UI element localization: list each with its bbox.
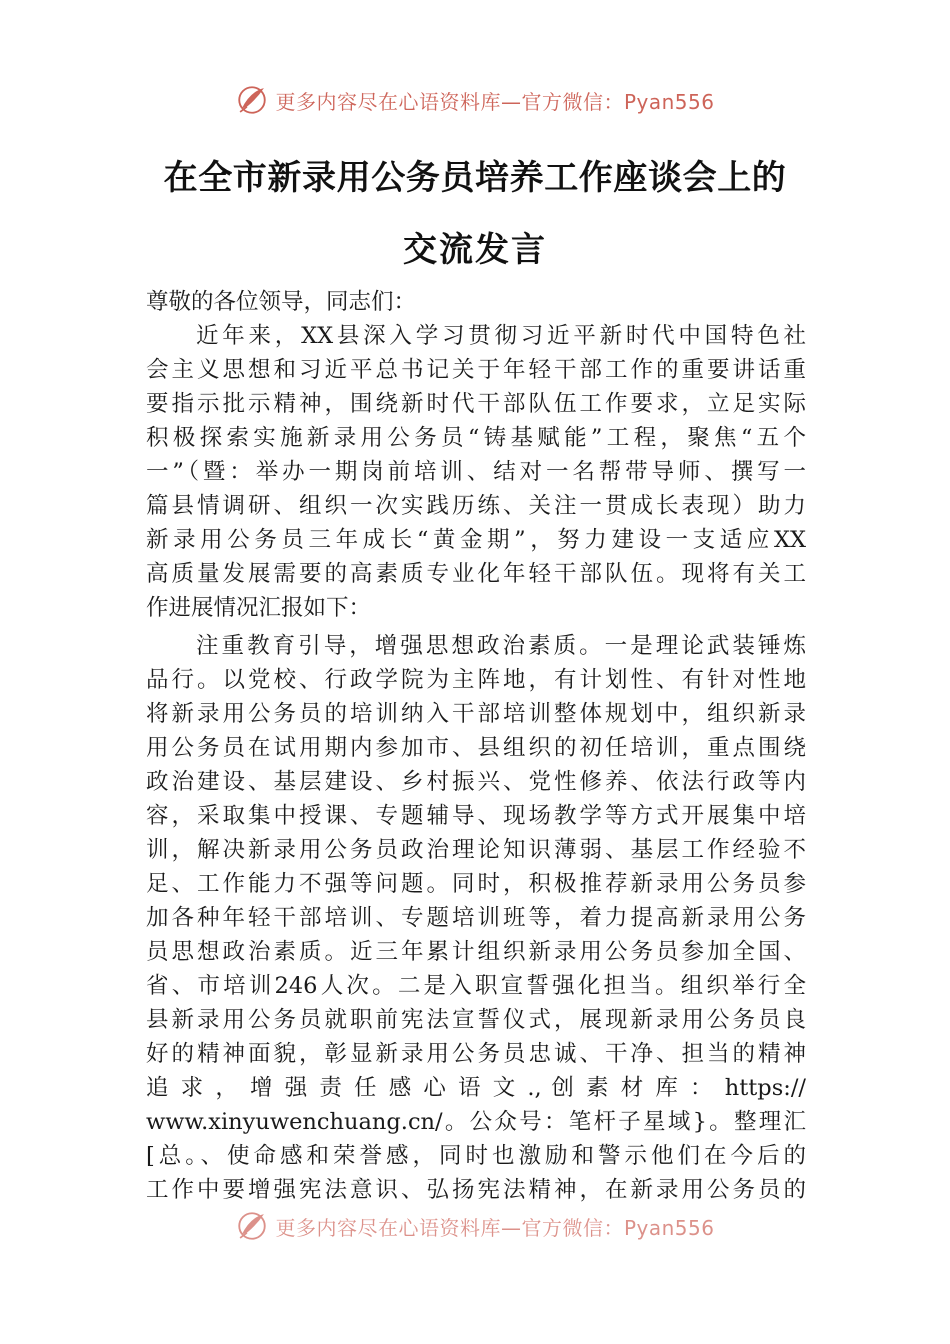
body-line: 近年来，XX县深入学习贯彻习近平新时代中国特色社 bbox=[196, 323, 806, 349]
body-line: 训，解决新录用公务员政治理论知识薄弱、基层工作经验不 bbox=[146, 837, 806, 863]
body-line: 篇县情调研、组织一次实践历练、关注一贯成长表现）助力 bbox=[146, 493, 806, 519]
pen-logo-icon bbox=[235, 1209, 269, 1243]
body-line: 员思想政治素质。近三年累计组织新录用公务员参加全国、 bbox=[146, 939, 806, 965]
header-watermark bbox=[0, 80, 950, 120]
body-line: 县新录用公务员就职前宪法宣誓仪式，展现新录用公务员良 bbox=[146, 1007, 806, 1033]
body-line: 作进展情况汇报如下： bbox=[146, 595, 372, 621]
body-line: 要指示批示精神，围绕新时代干部队伍工作要求，立足实际 bbox=[146, 391, 806, 417]
page-title-line-2: 交流发言 bbox=[403, 230, 547, 270]
page-title-line-1: 在全市新录用公务员培养工作座谈会上的 bbox=[163, 158, 787, 198]
body-line: [总。、使命感和荣誉感，同时也激励和警示他们在今后的 bbox=[146, 1143, 806, 1169]
pen-logo-icon bbox=[235, 83, 269, 117]
body-line: 高质量发展需要的高素质专业化年轻干部队伍。现将有关工 bbox=[146, 561, 806, 587]
body-line: 新录用公务员三年成长“黄金期”，努力建设一支适应XX bbox=[146, 527, 806, 553]
body-line: 用公务员在试用期内参加市、县组织的初任培训，重点围绕 bbox=[146, 735, 806, 761]
body-line: 政治建设、基层建设、乡村振兴、党性修养、依法行政等内 bbox=[146, 769, 806, 795]
body-line: 容，采取集中授课、专题辅导、现场教学等方式开展集中培 bbox=[146, 803, 806, 829]
body-line: 注重教育引导，增强思想政治素质。一是理论武装锤炼 bbox=[196, 633, 806, 659]
body-line: 足、工作能力不强等问题。同时，积极推荐新录用公务员参 bbox=[146, 871, 806, 897]
body-line: 追 求 ， 增 强 责 任 感 心 语 文 ., 创 素 材 库 ： https:// bbox=[146, 1075, 806, 1101]
body-line: 好的精神面貌，彰显新录用公务员忠诚、干净、担当的精神 bbox=[146, 1041, 806, 1067]
body-line: www.xinyuwenchuang.cn/。公众号：笔杆子星域}。整理汇 bbox=[146, 1109, 806, 1135]
body-line: 工作中要增强宪法意识、弘扬宪法精神，在新录用公务员的 bbox=[146, 1177, 806, 1203]
body-line: 一”（暨：举办一期岗前培训、结对一名帮带导师、撰写一 bbox=[146, 459, 806, 485]
body-line: 积极探索实施新录用公务员“铸基赋能”工程，聚焦“五个 bbox=[146, 425, 806, 451]
body-line: 品行。以党校、行政学院为主阵地，有计划性、有针对性地 bbox=[146, 667, 806, 693]
body-line: 加各种年轻干部培训、专题培训班等，着力提高新录用公务 bbox=[146, 905, 806, 931]
body-line: 省、市培训246人次。二是入职宣誓强化担当。组织举行全 bbox=[146, 973, 806, 999]
watermark-text: 更多内容尽在心语资料库—官方微信：Pyan556 bbox=[275, 89, 715, 114]
body-line: 会主义思想和习近平总书记关于年轻干部工作的重要讲话重 bbox=[146, 357, 806, 383]
footer-watermark bbox=[0, 1206, 950, 1246]
salutation: 尊敬的各位领导，同志们： bbox=[146, 289, 417, 315]
body-line: 将新录用公务员的培训纳入干部培训整体规划中，组织新录 bbox=[146, 701, 806, 727]
watermark-text: 更多内容尽在心语资料库—官方微信：Pyan556 bbox=[275, 1215, 715, 1240]
